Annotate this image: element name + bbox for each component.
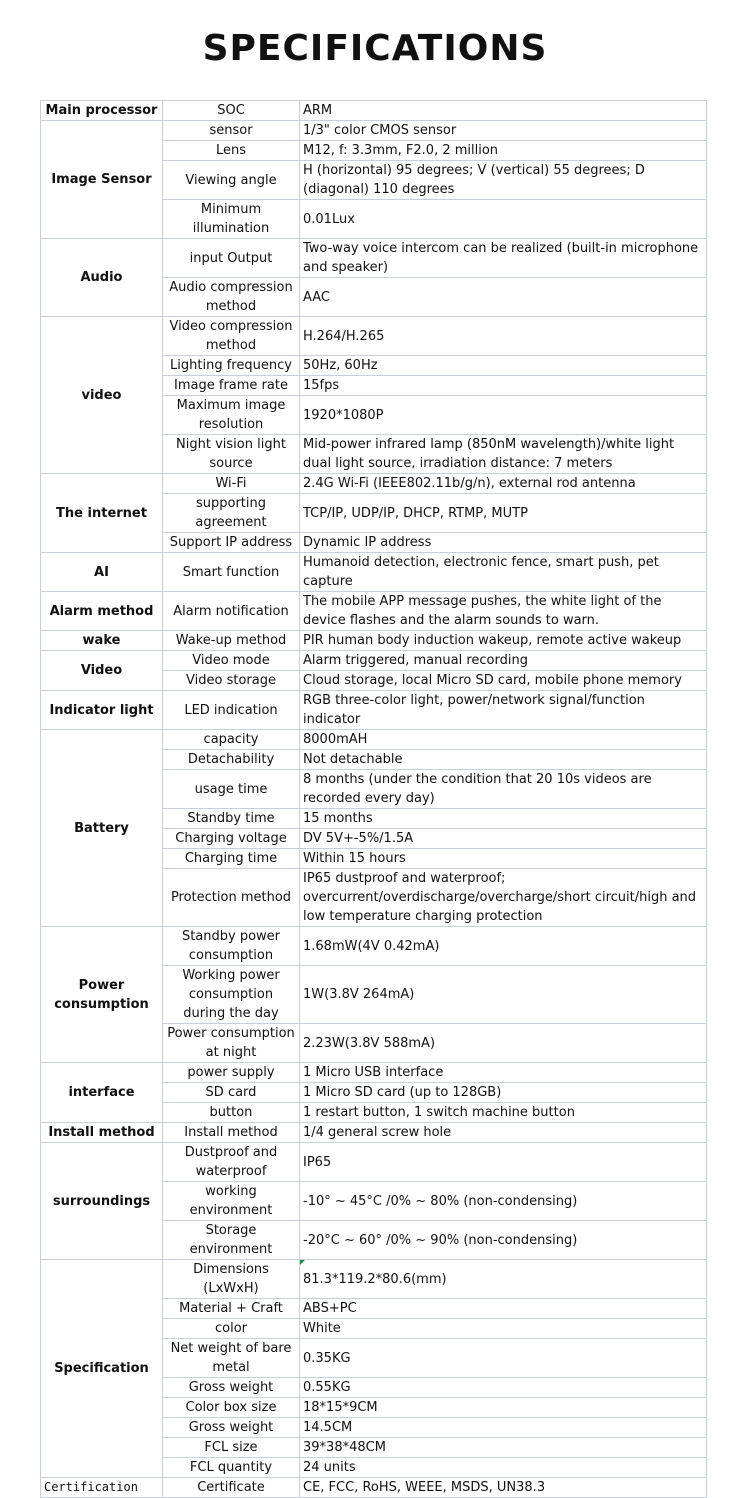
category-cell: Install method [41, 1123, 163, 1143]
parameter-value-cell: 1W(3.8V 264mA) [300, 966, 707, 1024]
parameter-value-cell: 1920*1080P [300, 396, 707, 435]
parameter-value-cell: 1/4 general screw hole [300, 1123, 707, 1143]
parameter-name-cell: Install method [163, 1123, 300, 1143]
parameter-name-cell: capacity [163, 730, 300, 750]
parameter-value-cell: 15 months [300, 809, 707, 829]
category-cell: The internet [41, 474, 163, 553]
parameter-value-cell: 1 restart button, 1 switch machine button [300, 1103, 707, 1123]
parameter-value-cell: White [300, 1319, 707, 1339]
parameter-value-cell: -20°C ~ 60° /0% ~ 90% (non-condensing) [300, 1221, 707, 1260]
specifications-table-body [41, 101, 707, 1498]
category-cell: surroundings [41, 1143, 163, 1260]
parameter-name-cell: Power consumption at night [163, 1024, 300, 1063]
parameter-name-cell: Storage environment [163, 1221, 300, 1260]
parameter-name-cell: Gross weight [163, 1418, 300, 1438]
parameter-name-cell: FCL quantity [163, 1458, 300, 1478]
table-row [41, 121, 707, 141]
parameter-name-cell: Charging voltage [163, 829, 300, 849]
parameter-value-cell: 1 Micro USB interface [300, 1063, 707, 1083]
parameter-value-cell: RGB three-color light, power/network signal/function indicator [300, 691, 707, 730]
parameter-name-cell: Smart function [163, 553, 300, 592]
parameter-name-cell: Support IP address [163, 533, 300, 553]
category-cell: Specification [41, 1260, 163, 1478]
parameter-value-cell: 81.3*119.2*80.6(mm) [300, 1260, 707, 1299]
parameter-value-cell: 1/3" color CMOS sensor [300, 121, 707, 141]
parameter-name-cell: Certificate [163, 1478, 300, 1498]
table-row [41, 317, 707, 356]
parameter-name-cell: Minimum illumination [163, 200, 300, 239]
parameter-name-cell: Night vision light source [163, 435, 300, 474]
category-cell: Battery [41, 730, 163, 927]
table-row [41, 592, 707, 631]
parameter-value-cell: CE, FCC, RoHS, WEEE, MSDS, UN38.3 [300, 1478, 707, 1498]
parameter-name-cell: LED indication [163, 691, 300, 730]
category-cell: interface [41, 1063, 163, 1123]
parameter-value-cell: Cloud storage, local Micro SD card, mobile phone memory [300, 671, 707, 691]
parameter-value-cell: AAC [300, 278, 707, 317]
table-row [41, 239, 707, 278]
parameter-value-cell: 14.5CM [300, 1418, 707, 1438]
parameter-value-cell: Alarm triggered, manual recording [300, 651, 707, 671]
parameter-name-cell: SOC [163, 101, 300, 121]
parameter-name-cell: Dustproof and waterproof [163, 1143, 300, 1182]
table-row [41, 474, 707, 494]
parameter-value-cell: The mobile APP message pushes, the white light of the device flashes and the alarm sounds to warn. [300, 592, 707, 631]
parameter-value-cell: 8 months (under the condition that 20 10s videos are recorded every day) [300, 770, 707, 809]
parameter-value-cell: PIR human body induction wakeup, remote active wakeup [300, 631, 707, 651]
page-title: SPECIFICATIONS [202, 28, 548, 69]
parameter-value-cell: 8000mAH [300, 730, 707, 750]
parameter-value-cell: H (horizontal) 95 degrees; V (vertical) 55 degrees; D (diagonal) 110 degrees [300, 161, 707, 200]
table-row [41, 927, 707, 966]
parameter-name-cell: Color box size [163, 1398, 300, 1418]
parameter-value-cell: -10° ~ 45°C /0% ~ 80% (non-condensing) [300, 1182, 707, 1221]
parameter-name-cell: Wi-Fi [163, 474, 300, 494]
table-row [41, 1478, 707, 1498]
parameter-value-cell: 0.01Lux [300, 200, 707, 239]
category-cell: video [41, 317, 163, 474]
parameter-name-cell: Video storage [163, 671, 300, 691]
parameter-value-cell: 1 Micro SD card (up to 128GB) [300, 1083, 707, 1103]
category-cell: Main processor [41, 101, 163, 121]
parameter-value-cell: 50Hz, 60Hz [300, 356, 707, 376]
category-cell: Video [41, 651, 163, 691]
parameter-value-cell: Not detachable [300, 750, 707, 770]
parameter-name-cell: Dimensions (LxWxH) [163, 1260, 300, 1299]
parameter-name-cell: Wake-up method [163, 631, 300, 651]
parameter-value-cell: Within 15 hours [300, 849, 707, 869]
parameter-value-cell: H.264/H.265 [300, 317, 707, 356]
parameter-name-cell: supporting agreement [163, 494, 300, 533]
category-cell: AI [41, 553, 163, 592]
category-cell: Indicator light [41, 691, 163, 730]
parameter-value-cell: ARM [300, 101, 707, 121]
table-row [41, 651, 707, 671]
category-cell: wake [41, 631, 163, 651]
table-row [41, 101, 707, 121]
parameter-name-cell: Net weight of bare metal [163, 1339, 300, 1378]
parameter-name-cell: input Output [163, 239, 300, 278]
parameter-name-cell: color [163, 1319, 300, 1339]
parameter-name-cell: Video mode [163, 651, 300, 671]
parameter-value-cell: 15fps [300, 376, 707, 396]
category-cell: Alarm method [41, 592, 163, 631]
parameter-name-cell: Material + Craft [163, 1299, 300, 1319]
parameter-name-cell: Video compression method [163, 317, 300, 356]
category-cell: Image Sensor [41, 121, 163, 239]
table-row [41, 1123, 707, 1143]
table-row [41, 1260, 707, 1299]
category-cell: Certification [41, 1478, 163, 1498]
parameter-value-cell: ABS+PC [300, 1299, 707, 1319]
parameter-name-cell: Standby time [163, 809, 300, 829]
table-row [41, 730, 707, 750]
table-row [41, 691, 707, 730]
parameter-value-cell: IP65 [300, 1143, 707, 1182]
parameter-name-cell: Lens [163, 141, 300, 161]
parameter-value-cell: 39*38*48CM [300, 1438, 707, 1458]
table-row [41, 631, 707, 651]
parameter-name-cell: FCL size [163, 1438, 300, 1458]
category-cell: Power consumption [41, 927, 163, 1063]
parameter-name-cell: SD card [163, 1083, 300, 1103]
parameter-value-cell: 2.23W(3.8V 588mA) [300, 1024, 707, 1063]
parameter-value-cell: 2.4G Wi-Fi (IEEE802.11b/g/n), external rod antenna [300, 474, 707, 494]
parameter-name-cell: Lighting frequency [163, 356, 300, 376]
table-row [41, 1143, 707, 1182]
parameter-name-cell: Audio compression method [163, 278, 300, 317]
parameter-name-cell: working environment [163, 1182, 300, 1221]
parameter-name-cell: Detachability [163, 750, 300, 770]
parameter-name-cell: Gross weight [163, 1378, 300, 1398]
category-cell: Audio [41, 239, 163, 317]
parameter-value-cell: Dynamic IP address [300, 533, 707, 553]
parameter-value-cell: 18*15*9CM [300, 1398, 707, 1418]
parameter-name-cell: Charging time [163, 849, 300, 869]
parameter-value-cell: TCP/IP, UDP/IP, DHCP, RTMP, MUTP [300, 494, 707, 533]
parameter-value-cell: IP65 dustproof and waterproof; overcurrent/overdischarge/overcharge/short circuit/high and low temperature charging protection [300, 869, 707, 927]
parameter-value-cell: 0.55KG [300, 1378, 707, 1398]
parameter-name-cell: Protection method [163, 869, 300, 927]
parameter-name-cell: Maximum image resolution [163, 396, 300, 435]
parameter-name-cell: button [163, 1103, 300, 1123]
table-row [41, 553, 707, 592]
parameter-name-cell: Alarm notification [163, 592, 300, 631]
parameter-name-cell: Standby power consumption [163, 927, 300, 966]
table-row [41, 1063, 707, 1083]
parameter-name-cell: power supply [163, 1063, 300, 1083]
parameter-value-cell: Two-way voice intercom can be realized (built-in microphone and speaker) [300, 239, 707, 278]
parameter-value-cell: 0.35KG [300, 1339, 707, 1378]
parameter-name-cell: Working power consumption during the day [163, 966, 300, 1024]
parameter-name-cell: sensor [163, 121, 300, 141]
parameter-name-cell: Viewing angle [163, 161, 300, 200]
parameter-value-cell: 1.68mW(4V 0.42mA) [300, 927, 707, 966]
specifications-table [40, 100, 707, 1498]
parameter-name-cell: Image frame rate [163, 376, 300, 396]
parameter-value-cell: DV 5V+-5%/1.5A [300, 829, 707, 849]
parameter-value-cell: M12, f: 3.3mm, F2.0, 2 million [300, 141, 707, 161]
parameter-value-cell: Humanoid detection, electronic fence, smart push, pet capture [300, 553, 707, 592]
parameter-name-cell: usage time [163, 770, 300, 809]
parameter-value-cell: Mid-power infrared lamp (850nM wavelength)/white light dual light source, irradiation distance: 7 meters [300, 435, 707, 474]
parameter-value-cell: 24 units [300, 1458, 707, 1478]
